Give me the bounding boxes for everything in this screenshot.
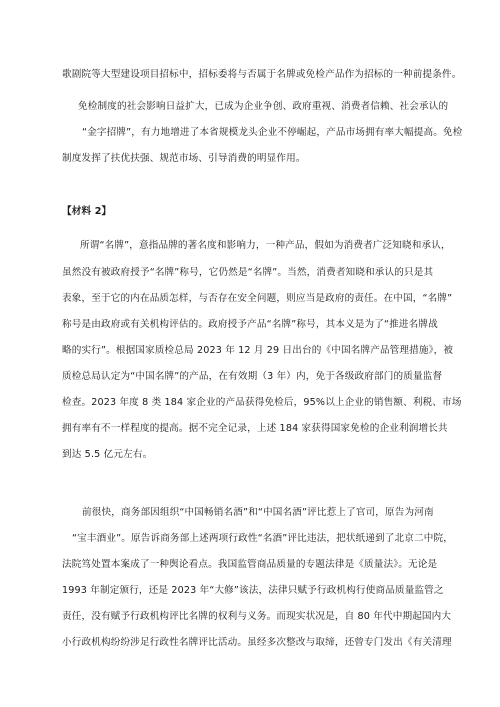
paragraph2-line: 虽然没有被政府授予“名牌”称号，它仍然是“名牌”。当然，消费者知晓和承认的只是其 xyxy=(62,267,434,278)
paragraph2-line: 表象，至于它的内在品质怎样，与否存在安全问题，则应当是政府的责任。在中国，“名牌” xyxy=(62,293,453,304)
paragraph3-line: 1993 年制定颁行，还是 2023 年“大修”该法，法律只赋予行政机构行使商品质量监管之 xyxy=(62,585,444,596)
paragraph1-line3: “金字招牌”，有力地增进了本省规模龙头企业不停崛起，产品市场拥有率大幅提高。免检 xyxy=(82,127,463,138)
paragraph3-line: 前很快，商务部因组织“中国畅销名酒”和“中国名酒”评比惹上了官司，原告为河南 xyxy=(82,507,434,518)
paragraph1-line2: 免检制度的社会影响日益扩大，已成为企业争创、政府重视、消费者信赖、社会承认的 xyxy=(78,101,449,112)
paragraph2-line: 略的实行”。根据国家质检总局 2023 年 12 月 29 日出台的《中国名牌产品管理措施》，被 xyxy=(62,345,454,356)
paragraph2-line: 拥有率有不一样程度的提高。据不完全记录，上述 184 家获得国家免检的企业利润增长共 xyxy=(62,423,448,434)
paragraph1-line4: 制度发挥了扶优扶强、规范市场、引导消费的明显作用。 xyxy=(62,153,306,164)
paragraph3-line: 小行政机构纷纷涉足行政性名牌评比活动。虽经多次整改与取缔，还曾专门发出《有关清理 xyxy=(62,637,452,648)
paragraph2-line: 所谓“名牌”，意指品牌的著名度和影响力，一种产品，假如为消费者广泛知晓和承认， xyxy=(80,240,451,251)
paragraph2-line: 质检总局认定为“中国名牌”的产品，在有效期（3 年）内，免于各级政府部门的质量监督 xyxy=(62,371,443,382)
paragraph3-line: “宝丰酒业”。原告诉商务部上述两项行政性“名酒”评比违法，把状纸递到了北京二中院， xyxy=(72,533,453,544)
paragraph3-line: 法院笃处置本案成了一种舆论看点。我国监管商品质量的专题法律是《质量法》。无论是 xyxy=(62,559,438,570)
paragraph2-line: 检查。2023 年度 8 类 184 家企业的产品获得免检后，95%以上企业的销售额、利税、市场 xyxy=(62,397,462,408)
paragraph1-line1: 歌剧院等大型建设项目招标中，招标委将与否属于名牌或免检产品作为招标的一种前提条件。 xyxy=(62,69,462,80)
paragraph3-line: 责任，没有赋予行政机构评比名牌的权利与义务。而现实状况是，自 80 年代中期起国内大 xyxy=(62,611,452,622)
paragraph2-line: 称号是由政府或有关机构评估的。政府授予产品“名牌”称号，其本义是为了“推进名牌战 xyxy=(62,319,438,330)
paragraph2-line: 到达 5.5 亿元左右。 xyxy=(62,449,153,460)
section-heading: 【材料 2】 xyxy=(62,206,112,217)
